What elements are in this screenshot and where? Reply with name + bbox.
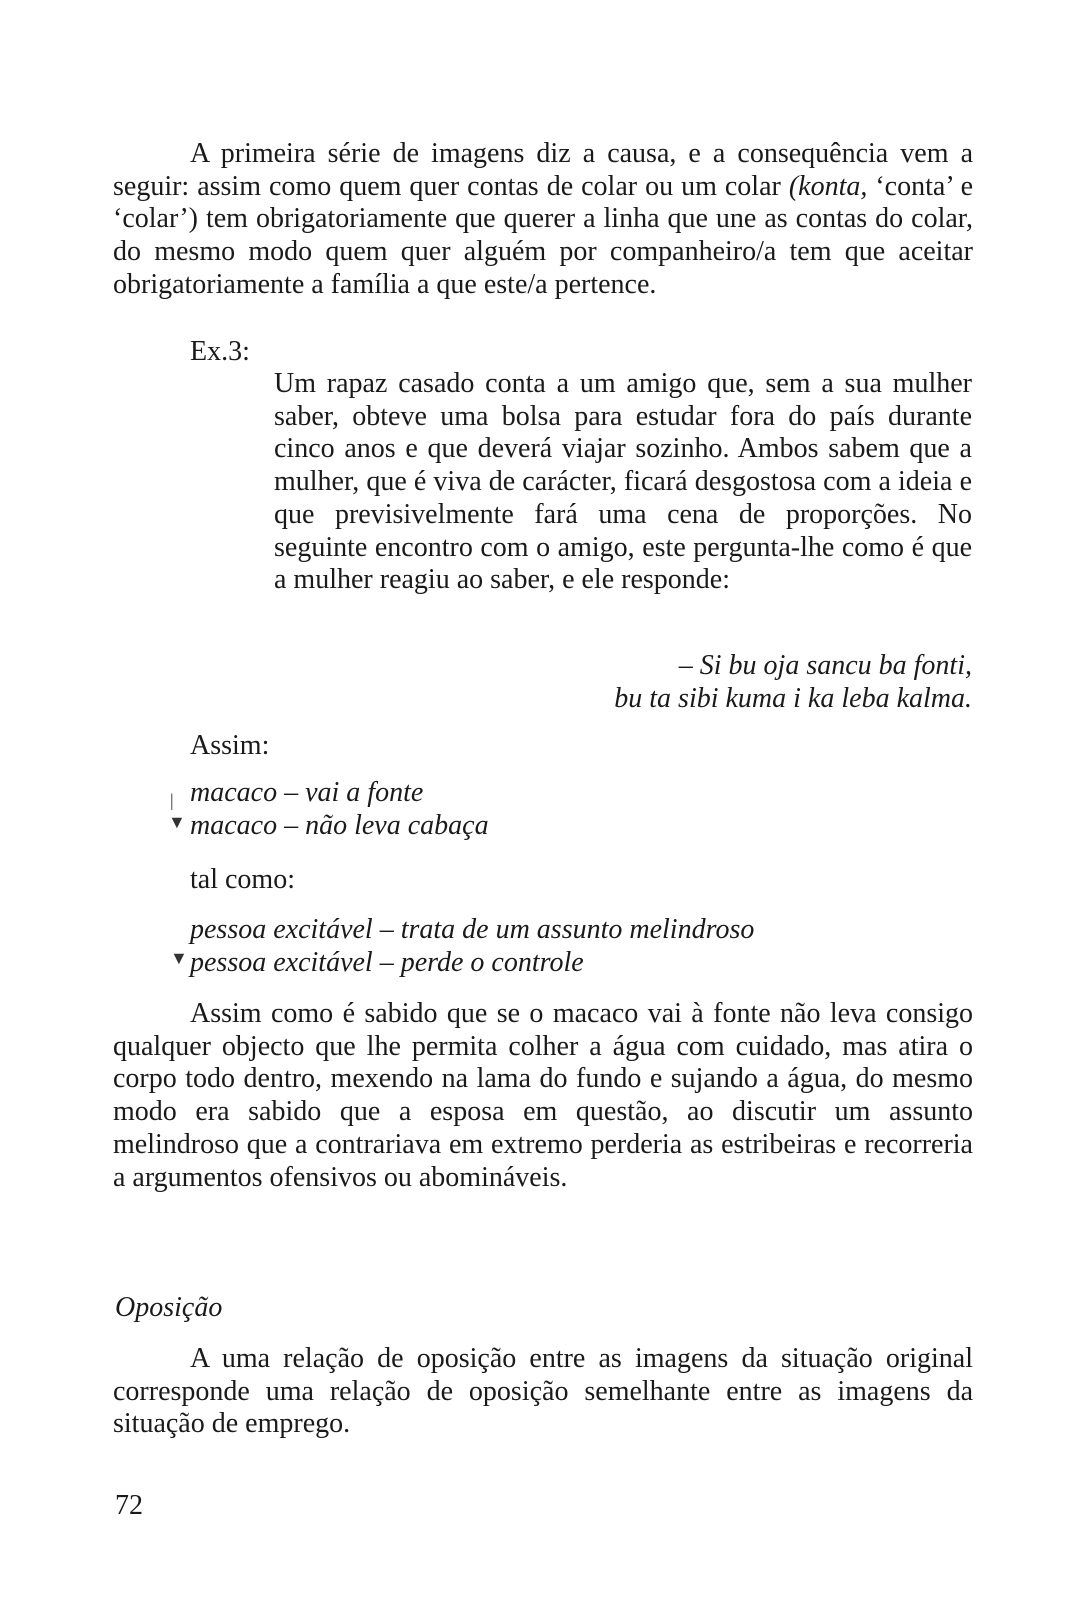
proverb-line-1: – Si bu oja sancu ba fonti, bbox=[678, 650, 972, 681]
paragraph-oposicao: A uma relação de oposição entre as imagens da situação original corresponde uma relação de oposição semelhante entre as imagens da situação de emprego. bbox=[113, 1343, 973, 1440]
scheme2-line-1: pessoa excitável – trata de um assunto melindroso bbox=[190, 914, 755, 945]
paragraph-causa bbox=[113, 138, 973, 302]
example-label: Ex.3: bbox=[190, 336, 250, 367]
scheme2-line-2: pessoa excitável – perde o controle bbox=[190, 947, 584, 978]
paragraph-causa-part1: A primeira série de imagens diz a causa, e a consequência vem a seguir: assim como quem quer contas de colar ou um colar bbox=[113, 138, 973, 202]
example-text: Um rapaz casado conta a um amigo que, sem a sua mulher saber, obteve uma bolsa para estudar fora do país durante cinco anos e que deverá viajar sozinho. Ambos sabem que a mulher, que é viva de carácter, ficará desgostosa com a ideia e que previsivelmente fará uma cena de proporções. No seguinte encontro com o amigo, este pergunta-lhe como é que a mulher reagiu ao saber, e ele responde: bbox=[274, 368, 972, 596]
scheme1-line-2: macaco – não leva cabaça bbox=[190, 810, 489, 841]
paragraph-macaco: Assim como é sabido que se o macaco vai à fonte não leva consigo qualquer objecto que lhe permita colher a água com cuidado, mas atira o corpo todo dentro, mexendo na lama do fundo e sujando a água, do mesmo modo era sabido que a esposa em questão, ao discutir um assunto melindroso que a contrariava em extremo perderia as estribeiras e recorreria a argumentos ofensivos ou abomináveis. bbox=[113, 998, 973, 1193]
paragraph-causa-part2: ‘conta’ e ‘colar’) tem obrigatoriamente que querer a linha que une as contas do colar, do mesmo modo quem quer alguém por companheiro/a tem que aceitar obrigatoriamente a família a que este/a pertence. bbox=[113, 170, 973, 300]
scheme1-line-1: macaco – vai a fonte bbox=[190, 777, 424, 808]
page-number: 72 bbox=[115, 1490, 143, 1521]
proverb-line-2: bu ta sibi kuma i ka leba kalma. bbox=[614, 683, 972, 714]
section-heading-oposicao: Oposição bbox=[115, 1292, 223, 1323]
paragraph-causa-italic: (konta, bbox=[788, 170, 868, 202]
bracket-top-mark: | bbox=[170, 790, 174, 810]
assim-label: Assim: bbox=[190, 730, 270, 761]
down-arrow-icon: ▼ bbox=[170, 948, 188, 968]
down-arrow-icon: ▼ bbox=[168, 812, 186, 832]
tal-como-label: tal como: bbox=[190, 864, 295, 895]
